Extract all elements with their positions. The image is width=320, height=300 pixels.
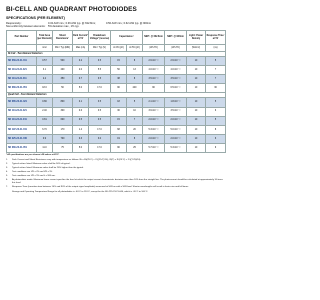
table-cell: 90: [143, 84, 165, 93]
table-cell: 3.0: [89, 134, 111, 143]
table-cell: 2.0×10⁻¹⁴: [143, 116, 165, 125]
spec-label: Responsivity:: [6, 21, 22, 25]
table-cell: 8: [127, 57, 143, 66]
col-header: Breakdown Voltage³ (reverse): [89, 31, 111, 45]
table-cell: 0.2: [73, 57, 89, 66]
col-header: Shunt Resistance¹: [53, 31, 73, 45]
col-header: Part Number: [7, 31, 37, 45]
table-row: [7, 98, 226, 107]
table-cell: 8: [127, 75, 143, 84]
table-cell: 3.5×10⁻¹⁴: [143, 75, 165, 84]
spec-value: 5% deviation max., 1% typ.: [48, 25, 80, 29]
table-cell: 30: [206, 84, 226, 93]
table-row: [7, 143, 226, 152]
table-cell: 3.5: [89, 57, 111, 66]
note-text: Dark Current and Shunt Resistance vary with temperature as follows: Rt = Rt(25°C) × 2^((25-T)/10); ID(T) = ID(25°C) × 2^((T-25)/10).: [12, 158, 141, 161]
unit-header: (W/√Hz): [165, 45, 187, 52]
spec-value-2: 0.50 A/W min.; 0.62 A/W typ. @ 900nm: [106, 21, 152, 25]
table-cell: 10: [127, 107, 143, 116]
note-number: 2.: [6, 162, 8, 165]
unit-header: Min / Typ (MΩ): [53, 45, 73, 52]
table-cell: 1.4: [73, 125, 89, 134]
note-item: [6, 186, 225, 189]
part-number-cell: SD 380-23-21-051: [7, 84, 37, 93]
table-row: [7, 125, 226, 134]
table-cell: 5.3×10⁻¹⁴: [143, 125, 165, 134]
table-cell: 2.0×10⁻¹⁴: [143, 134, 165, 143]
table-cell: 800: [53, 98, 73, 107]
table-cell: 5.3×10⁻¹⁴: [165, 143, 187, 152]
table-cell: 15: [111, 116, 127, 125]
table-footnote: * All specifications are per element. All values at 23°C.: [6, 153, 60, 156]
spec-line-non-uniformity: [6, 25, 225, 28]
note-number: 3.: [6, 166, 8, 169]
note-text: Test conditions are VR = 5V and λ = 900 nm.: [12, 175, 56, 178]
table-cell: 9: [206, 143, 226, 152]
table-cell: 7: [206, 75, 226, 84]
table-cell: 2.0×10⁻¹⁴: [165, 134, 187, 143]
notes-list: [6, 159, 225, 194]
group-label: Bi-Cell - Two Element Detectors: [7, 52, 226, 57]
table-cell: 2.0: [73, 66, 89, 75]
part-number-cell: SD 113-24-21-011: [7, 75, 37, 84]
spec-label: Non-uniformity between elements:: [6, 25, 46, 29]
col-header: NEP⁵ @ 632.8nm: [143, 31, 165, 45]
table-cell: 700: [53, 134, 73, 143]
col-header: Capacitance⁴: [111, 31, 143, 45]
table-cell: 5.0: [73, 143, 89, 152]
page-title: BI-CELL AND QUADRANT PHOTODIODES: [6, 6, 137, 13]
table-cell: 600: [53, 116, 73, 125]
note-text: Typical values listed. Minimum value shall be 50% of typical.: [12, 162, 71, 165]
table-cell: 8: [206, 125, 226, 134]
table-row: [7, 134, 226, 143]
table-cell: 240: [127, 84, 143, 93]
table-cell: 17.0: [89, 143, 111, 152]
note-item: [6, 191, 225, 194]
table-cell: 5: [206, 57, 226, 66]
table-cell: 10: [187, 84, 206, 93]
table-cell: 10: [187, 116, 206, 125]
table-cell: 3.5: [89, 98, 111, 107]
note-text: Response Time (transition time between 10% and 90% of the output signal amplitude) measured at 50Ω on with a 50Ω load. Shorter wavelengths will result in faster rise and fall times.: [12, 186, 189, 189]
table-cell: 11.0: [37, 143, 53, 152]
note-text: At photovoltaic mode. Maximum linear current specifies the level at which the output current characteristic deviates more than 10% from the straight line. The photocurrent should be calculated at approximately 10 times this level.: [12, 179, 223, 185]
table-cell: 5: [206, 116, 226, 125]
unit-header: At 5V (pF): [127, 45, 143, 52]
note-number: 7.: [6, 186, 8, 189]
spec-table: [6, 30, 226, 153]
col-header: Total Area (per Element): [37, 31, 53, 45]
part-number-cell: SD 113-23-21-021: [7, 107, 37, 116]
table-cell: 0.9: [37, 134, 53, 143]
table-cell: 25: [127, 143, 143, 152]
col-header: Dark Current² at 5V: [73, 31, 89, 45]
table-cell: 3.6×10⁻¹⁴: [143, 107, 165, 116]
table-cell: 2.0×10⁻¹⁴: [165, 116, 187, 125]
unit-header: (W/√Hz): [143, 45, 165, 52]
table-cell: 3.5: [89, 116, 111, 125]
table-cell: 20: [127, 125, 143, 134]
table-cell: 0.1: [73, 98, 89, 107]
table-header-row: [7, 31, 226, 45]
note-item: [6, 179, 225, 185]
unit-header: Min / Typ (V): [89, 45, 111, 52]
table-cell: 4.0×10⁻¹⁴: [143, 66, 165, 75]
unit-header: Max (nA): [73, 45, 89, 52]
note-item: [6, 171, 225, 174]
table-cell: 10: [187, 125, 206, 134]
table-cell: 2.2: [37, 75, 53, 84]
table-cell: 68: [111, 125, 127, 134]
table-cell: 6: [206, 134, 226, 143]
table-row: [7, 84, 226, 93]
part-number-cell: SD 113-23-21-041: [7, 116, 37, 125]
table-cell: 10: [187, 134, 206, 143]
table-row: [7, 107, 226, 116]
table-cell: 3.1: [37, 66, 53, 75]
table-cell: 50: [111, 66, 127, 75]
group-label: Quad Cell - Four Element Detectors: [7, 93, 226, 98]
note-item: [6, 159, 225, 162]
table-cell: 50: [53, 84, 73, 93]
table-cell: 200: [53, 66, 73, 75]
table-cell: 3.5: [89, 75, 111, 84]
table-cell: 10: [187, 75, 206, 84]
part-number-cell: SD 225-24-21-040: [7, 134, 37, 143]
col-header: NEP⁵ @ 900nm: [165, 31, 187, 45]
table-cell: 0.57: [37, 57, 53, 66]
table-cell: 7: [127, 116, 143, 125]
note-number: 6.: [6, 179, 8, 182]
table-cell: 6: [206, 107, 226, 116]
note-number: 1.: [6, 158, 8, 161]
table-cell: 18.0: [37, 84, 53, 93]
table-cell: 5.0: [73, 84, 89, 93]
table-cell: 3.5×10⁻¹⁴: [165, 107, 187, 116]
note-number: 5.: [6, 175, 8, 178]
table-cell: 13: [127, 66, 143, 75]
table-cell: 10: [187, 66, 206, 75]
table-cell: 8: [127, 134, 143, 143]
table-cell: 4.0×10⁻¹⁴: [165, 66, 187, 75]
table-cell: 90: [111, 143, 127, 152]
unit-header: (W/cm²): [187, 45, 206, 52]
table-cell: 0.5: [73, 116, 89, 125]
table-cell: 500: [53, 57, 73, 66]
table-cell: 0.6: [73, 107, 89, 116]
note-item: [6, 175, 225, 178]
table-cell: 5.5: [89, 66, 111, 75]
table-cell: 300: [53, 107, 73, 116]
unit-header: [7, 45, 37, 52]
table-cell: 38: [111, 75, 127, 84]
table-cell: 2.6×10⁻¹⁴: [143, 57, 165, 66]
table-cell: 0.7: [73, 75, 89, 84]
table-cell: 3.5: [89, 107, 111, 116]
table-cell: 5.0×10⁻¹⁴: [165, 125, 187, 134]
part-number-cell: SD 085-23-21-021: [7, 98, 37, 107]
table-cell: 10: [187, 98, 206, 107]
table-cell: 5: [206, 98, 226, 107]
table-row: [7, 66, 226, 75]
table-cell: 18: [111, 98, 127, 107]
table-cell: 3.5×10⁻¹⁴: [165, 75, 187, 84]
table-cell: 17.0: [89, 84, 111, 93]
part-number-cell: SD 066-24-21-011: [7, 57, 37, 66]
table-cell: 90: [111, 84, 127, 93]
note-number: [6, 191, 10, 194]
note-text: Typical values listed. Maximum value shall be 20% higher than the typical.: [12, 166, 84, 169]
table-cell: 10: [187, 57, 206, 66]
table-cell: 0.3: [73, 134, 89, 143]
table-cell: 6.5×10⁻¹⁴: [165, 84, 187, 93]
table-cell: 10: [187, 107, 206, 116]
col-header: Light⁶ Power Density: [187, 31, 206, 45]
table-row: [7, 75, 226, 84]
table-cell: 75: [53, 143, 73, 152]
table-cell: 7: [206, 66, 226, 75]
part-number-cell: SD 380-23-21-051: [7, 143, 37, 152]
unit-header: mm²: [37, 45, 53, 52]
spec-value: 0.32 A/W min.; 0.36 A/W typ. @ 632.8nm;: [48, 21, 96, 25]
note-item: [6, 167, 225, 170]
table-row: [7, 116, 226, 125]
section-subtitle: SPECIFICATIONS (PER ELEMENT): [6, 16, 65, 20]
note-number: 4.: [6, 171, 8, 173]
table-cell: 10: [187, 143, 206, 152]
unit-header: (ns): [206, 45, 226, 52]
note-text: Test conditions are VR = 0V and VR = 5V.: [12, 171, 53, 173]
note-text: Storage and Operating Temperature Range for all photodiodes is -40°C to 110°C, except for the SD-225-23-21-040, which is -20°C to 100°C.: [12, 190, 149, 193]
unit-header: At 0V (pF): [111, 45, 127, 52]
table-cell: 17.0: [89, 125, 111, 134]
table-cell: 2.1×10⁻¹⁴: [143, 98, 165, 107]
part-number-cell: SD 197-23-21-041: [7, 125, 37, 134]
table-cell: 350: [53, 75, 73, 84]
table-cell: 2.6×10⁻¹⁴: [165, 57, 187, 66]
table-cell: 30: [111, 107, 127, 116]
note-item: [6, 163, 225, 166]
table-cell: 0.80: [37, 98, 53, 107]
table-cell: 0.81: [37, 116, 53, 125]
table-units-row: [7, 45, 226, 52]
table-row: [7, 57, 226, 66]
table-cell: 2.40: [37, 107, 53, 116]
table-cell: 5.7×10⁻¹⁴: [143, 143, 165, 152]
table-cell: 19: [111, 134, 127, 143]
table-cell: 170: [53, 125, 73, 134]
table-cell: 1.8×10⁻¹⁴: [165, 98, 187, 107]
datasheet-page: [6, 6, 225, 195]
col-header: Response Time⁷ at 5V: [206, 31, 226, 45]
table-cell: 6.70: [37, 125, 53, 134]
table-cell: 5: [127, 98, 143, 107]
part-number-cell: SD 113-24-21-021: [7, 66, 37, 75]
table-cell: 15: [111, 57, 127, 66]
